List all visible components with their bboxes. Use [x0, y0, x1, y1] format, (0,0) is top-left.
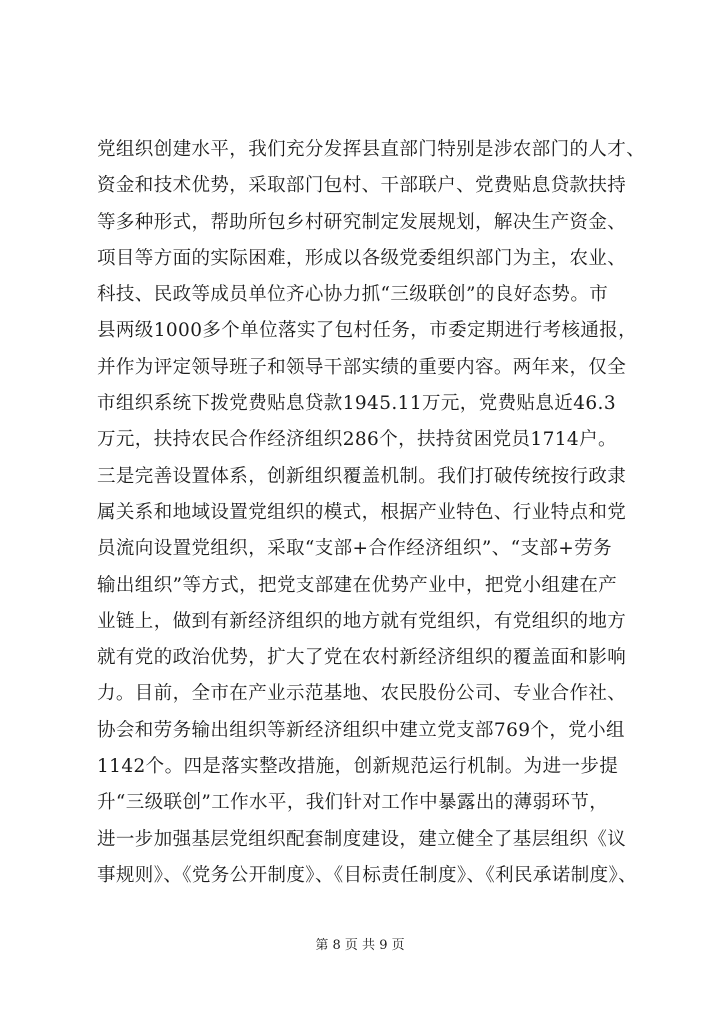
text-line: 三是完善设置体系，创新组织覆盖机制。我们打破传统按行政隶 — [97, 465, 627, 487]
text-line: 力。目前，全市在产业示范基地、农民股份公司、专业合作社、 — [97, 683, 627, 705]
text-line: 资金和技术优势，采取部门包村、干部联户、党费贴息贷款扶持 — [97, 175, 627, 197]
text-line: 就有党的政治优势，扩大了党在农村新经济组织的覆盖面和影响 — [97, 647, 627, 669]
text-line: 协会和劳务输出组织等新经济组织中建立党支部769个，党小组 — [97, 719, 625, 741]
text-line: 项目等方面的实际困难，形成以各级党委组织部门为主，农业、 — [97, 247, 627, 269]
text-line: 科技、民政等成员单位齐心协力抓“三级联创”的良好态势。市 — [97, 284, 609, 306]
text-line: 业链上，做到有新经济组织的地方就有党组织，有党组织的地方 — [97, 610, 627, 632]
text-line: 等多种形式，帮助所包乡村研究制定发展规划，解决生产资金、 — [97, 211, 627, 233]
text-line: 万元，扶持农民合作经济组织286个，扶持贫困党员1714户。 — [97, 429, 617, 451]
text-line: 市组织系统下拨党费贴息贷款1945.11万元，党费贴息近46.3 — [97, 393, 616, 415]
text-line: 1142个。四是落实整改措施，创新规范运行机制。为进一步提 — [97, 756, 619, 778]
text-line: 并作为评定领导班子和领导干部实绩的重要内容。两年来，仅全 — [97, 356, 627, 378]
text-line: 升“三级联创”工作水平，我们针对工作中暴露出的薄弱环节， — [97, 792, 609, 814]
text-line: 输出组织”等方式，把党支部建在优势产业中，把党小组建在产 — [97, 574, 618, 596]
text-line: 属关系和地域设置党组织的模式，根据产业特色、行业特点和党 — [97, 501, 627, 523]
text-line: 事规则》、《党务公开制度》、《目标责任制度》、《利民承诺制度》、 — [97, 864, 638, 886]
text-line: 县两级1000多个单位落实了包村任务，市委定期进行考核通报， — [97, 320, 638, 342]
text-line: 进一步加强基层党组织配套制度建设，建立健全了基层组织《议 — [97, 828, 627, 850]
text-line: 党组织创建水平，我们充分发挥县直部门特别是涉农部门的人才、 — [97, 139, 646, 160]
page-number-footer: 第 8 页 共 9 页 — [315, 938, 405, 953]
text-line: 员流向设置党组织，采取“支部+合作经济组织”、“支部+劳务 — [97, 538, 612, 560]
body-text — [97, 132, 657, 894]
